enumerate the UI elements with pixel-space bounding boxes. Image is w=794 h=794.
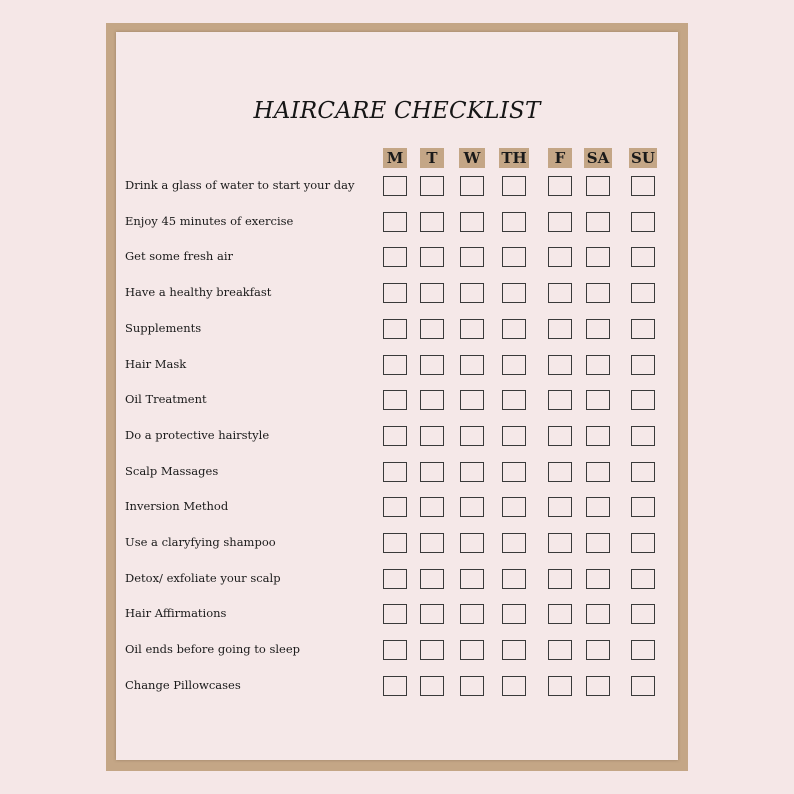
checkbox-su[interactable] xyxy=(631,319,655,339)
checkbox-sa[interactable] xyxy=(586,569,610,589)
task-label: Do a protective hairstyle xyxy=(125,427,270,442)
checkbox-m[interactable] xyxy=(383,462,407,482)
checkbox-m[interactable] xyxy=(383,176,407,196)
checkbox-th[interactable] xyxy=(502,390,526,410)
checkbox-w[interactable] xyxy=(460,247,484,267)
checkbox-f[interactable] xyxy=(548,604,572,624)
checkbox-sa[interactable] xyxy=(586,390,610,410)
checkbox-th[interactable] xyxy=(502,212,526,232)
checkbox-m[interactable] xyxy=(383,319,407,339)
checkbox-th[interactable] xyxy=(502,426,526,446)
checkbox-w[interactable] xyxy=(460,355,484,375)
checklist-sheet xyxy=(116,32,678,760)
checkbox-t[interactable] xyxy=(420,283,444,303)
checkbox-m[interactable] xyxy=(383,355,407,375)
checkbox-t[interactable] xyxy=(420,390,444,410)
checkbox-w[interactable] xyxy=(460,176,484,196)
day-header-w: W xyxy=(459,148,485,168)
task-label: Detox/ exfoliate your scalp xyxy=(125,570,281,585)
checkbox-th[interactable] xyxy=(502,604,526,624)
task-label: Drink a glass of water to start your day xyxy=(125,178,355,192)
task-label: Scalp Massages xyxy=(125,463,219,478)
checkbox-t[interactable] xyxy=(420,247,444,267)
checkbox-m[interactable] xyxy=(383,390,407,410)
checkbox-sa[interactable] xyxy=(586,604,610,624)
checkbox-th[interactable] xyxy=(502,319,526,339)
checkbox-su[interactable] xyxy=(631,390,655,410)
day-header-th: TH xyxy=(499,148,529,168)
checkbox-su[interactable] xyxy=(631,676,655,696)
checkbox-w[interactable] xyxy=(460,533,484,553)
checkbox-f[interactable] xyxy=(548,676,572,696)
checkbox-sa[interactable] xyxy=(586,355,610,375)
day-header-su: SU xyxy=(629,148,657,168)
page-title: HAIRCARE CHECKLIST xyxy=(253,98,541,124)
checkbox-t[interactable] xyxy=(420,355,444,375)
checkbox-sa[interactable] xyxy=(586,676,610,696)
checkbox-th[interactable] xyxy=(502,247,526,267)
checkbox-th[interactable] xyxy=(502,462,526,482)
task-label: Hair Affirmations xyxy=(125,606,227,621)
checkbox-t[interactable] xyxy=(420,497,444,517)
task-label: Enjoy 45 minutes of exercise xyxy=(125,213,294,228)
checkbox-f[interactable] xyxy=(548,426,572,446)
checkbox-m[interactable] xyxy=(383,676,407,696)
checkbox-m[interactable] xyxy=(383,533,407,553)
checkbox-w[interactable] xyxy=(460,497,484,517)
checkbox-sa[interactable] xyxy=(586,283,610,303)
task-label: Supplements xyxy=(125,320,202,335)
checkbox-w[interactable] xyxy=(460,319,484,339)
checkbox-m[interactable] xyxy=(383,569,407,589)
checkbox-su[interactable] xyxy=(631,247,655,267)
checkbox-m[interactable] xyxy=(383,426,407,446)
checkbox-su[interactable] xyxy=(631,497,655,517)
day-header-m: M xyxy=(383,148,407,168)
checkbox-w[interactable] xyxy=(460,604,484,624)
checkbox-th[interactable] xyxy=(502,533,526,553)
checkbox-th[interactable] xyxy=(502,676,526,696)
task-label: Oil ends before going to sleep xyxy=(125,642,301,657)
checkbox-su[interactable] xyxy=(631,176,655,196)
checkbox-sa[interactable] xyxy=(586,212,610,232)
checkbox-sa[interactable] xyxy=(586,247,610,267)
checkbox-t[interactable] xyxy=(420,426,444,446)
checkbox-th[interactable] xyxy=(502,569,526,589)
checkbox-m[interactable] xyxy=(383,283,407,303)
checkbox-sa[interactable] xyxy=(586,426,610,446)
checkbox-t[interactable] xyxy=(420,569,444,589)
checkbox-sa[interactable] xyxy=(586,462,610,482)
checkbox-th[interactable] xyxy=(502,355,526,375)
checkbox-su[interactable] xyxy=(631,283,655,303)
checkbox-th[interactable] xyxy=(502,176,526,196)
task-label: Hair Mask xyxy=(125,356,187,371)
checkbox-f[interactable] xyxy=(548,390,572,410)
checkbox-f[interactable] xyxy=(548,212,572,232)
checkbox-su[interactable] xyxy=(631,604,655,624)
checkbox-t[interactable] xyxy=(420,462,444,482)
checkbox-t[interactable] xyxy=(420,176,444,196)
checkbox-w[interactable] xyxy=(460,212,484,232)
task-label: Change Pillowcases xyxy=(125,677,241,692)
checkbox-t[interactable] xyxy=(420,533,444,553)
day-header-t: T xyxy=(420,148,444,168)
checkbox-f[interactable] xyxy=(548,355,572,375)
task-label: Oil Treatment xyxy=(125,392,207,407)
checkbox-su[interactable] xyxy=(631,212,655,232)
checkbox-w[interactable] xyxy=(460,676,484,696)
checkbox-f[interactable] xyxy=(548,247,572,267)
checkbox-sa[interactable] xyxy=(586,497,610,517)
task-label: Use a claryfying shampoo xyxy=(125,535,276,549)
checkbox-f[interactable] xyxy=(548,533,572,553)
checkbox-su[interactable] xyxy=(631,426,655,446)
checkbox-sa[interactable] xyxy=(586,640,610,660)
task-label: Inversion Method xyxy=(125,499,229,514)
checkbox-sa[interactable] xyxy=(586,176,610,196)
checkbox-f[interactable] xyxy=(548,176,572,196)
checkbox-w[interactable] xyxy=(460,390,484,410)
checkbox-f[interactable] xyxy=(548,497,572,517)
checkbox-sa[interactable] xyxy=(586,533,610,553)
checkbox-f[interactable] xyxy=(548,569,572,589)
day-header-f: F xyxy=(548,148,572,168)
checkbox-th[interactable] xyxy=(502,283,526,303)
checkbox-th[interactable] xyxy=(502,497,526,517)
checkbox-m[interactable] xyxy=(383,497,407,517)
checkbox-f[interactable] xyxy=(548,640,572,660)
checkbox-t[interactable] xyxy=(420,212,444,232)
checkbox-th[interactable] xyxy=(502,640,526,660)
day-header-sa: SA xyxy=(584,148,612,168)
checkbox-m[interactable] xyxy=(383,212,407,232)
checkbox-w[interactable] xyxy=(460,283,484,303)
checkbox-w[interactable] xyxy=(460,640,484,660)
checkbox-w[interactable] xyxy=(460,569,484,589)
checkbox-su[interactable] xyxy=(631,462,655,482)
checkbox-su[interactable] xyxy=(631,533,655,553)
checkbox-t[interactable] xyxy=(420,640,444,660)
checkbox-su[interactable] xyxy=(631,640,655,660)
checkbox-t[interactable] xyxy=(420,319,444,339)
checkbox-w[interactable] xyxy=(460,462,484,482)
checkbox-m[interactable] xyxy=(383,604,407,624)
checkbox-m[interactable] xyxy=(383,247,407,267)
checkbox-f[interactable] xyxy=(548,283,572,303)
checkbox-t[interactable] xyxy=(420,676,444,696)
checkbox-m[interactable] xyxy=(383,640,407,660)
checkbox-sa[interactable] xyxy=(586,319,610,339)
task-label: Get some fresh air xyxy=(125,249,234,264)
checkbox-su[interactable] xyxy=(631,355,655,375)
checkbox-f[interactable] xyxy=(548,462,572,482)
checkbox-t[interactable] xyxy=(420,604,444,624)
checkbox-w[interactable] xyxy=(460,426,484,446)
task-label: Have a healthy breakfast xyxy=(125,285,272,300)
checkbox-f[interactable] xyxy=(548,319,572,339)
checkbox-su[interactable] xyxy=(631,569,655,589)
